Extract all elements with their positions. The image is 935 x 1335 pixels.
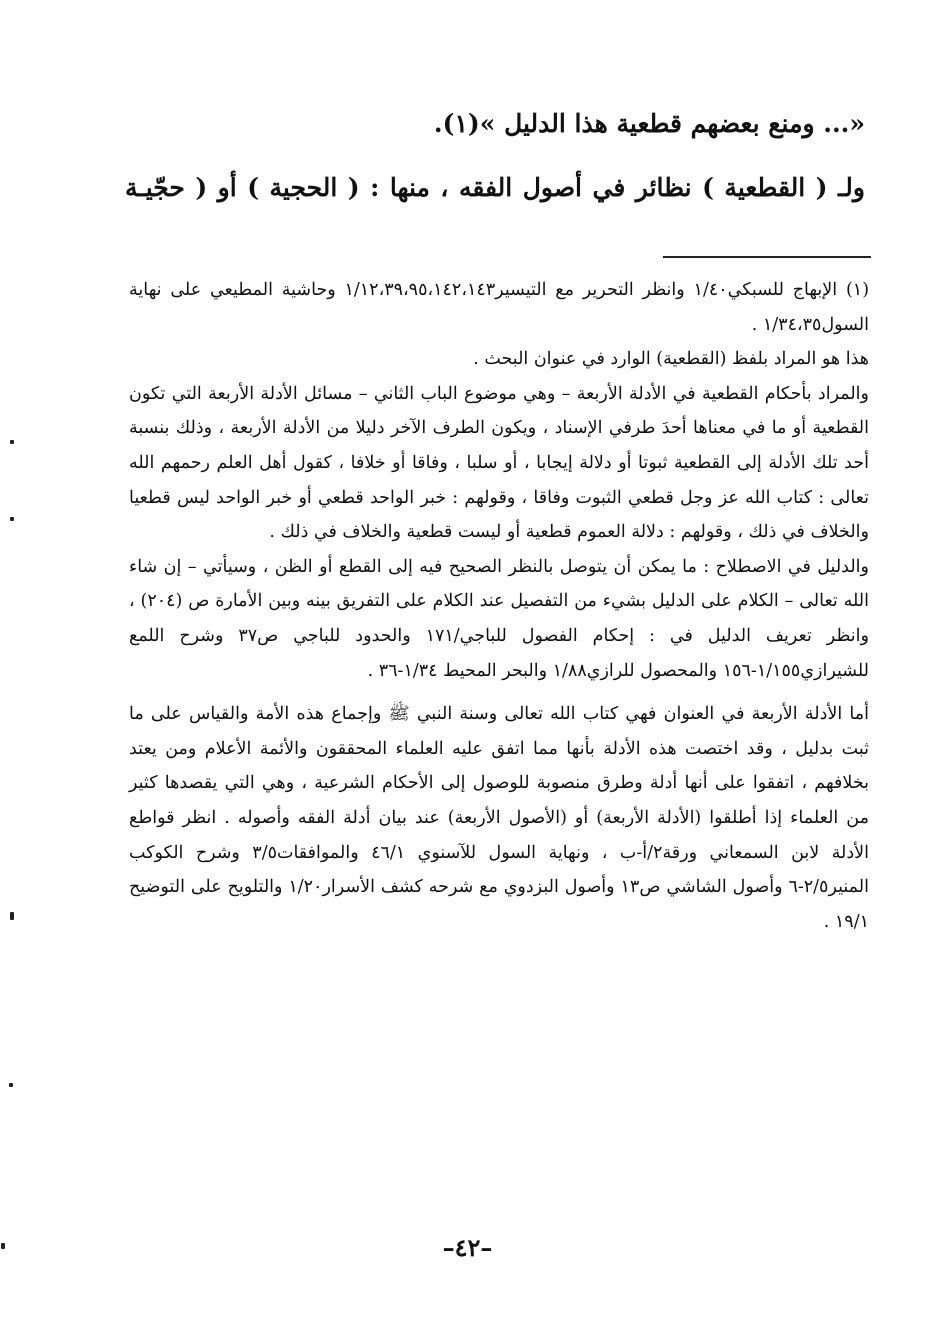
footnote-4: والدليل في الاصطلاح : ما يمكن أن يتوصل بالنظر الصحيح فيه إلى القطع أو الظن ، وسيأتي – إن شاء الله تعالى – الكلام على الدليل بشيء من التفصيل عند الكلام على التفريق بينه وبين الأمارة ص (٢٠٤) ، وانظر تعريف الدليل في : إحكام الفصول للباجي/١٧١ والحدود للباجي ص٣٧ وشرح اللمع للشيرازي١/١٥٥-١٥٦ والمحصول للرازي١/٨٨ والبحر المحيط ١/٣٤-٣٦ .	[129, 556, 869, 681]
scan-speck	[10, 912, 14, 920]
footnote-divider	[663, 256, 871, 258]
quote-line: «... ومنع بعضهم قطعية هذا الدليل »(١).	[433, 109, 865, 138]
scan-speck	[10, 517, 14, 521]
footnote-2: هذا هو المراد بلفظ (القطعية) الوارد في عنوان البحث .	[473, 349, 869, 370]
page-number: –٤٢–	[442, 1233, 493, 1262]
footnote-5: أما الأدلة الأربعة في العنوان فهي كتاب الله تعالى وسنة النبي ﷺ وإجماع هذه الأمة والقياس على ما ثبت بدليل ، وقد اختصت هذه الأدلة بأنها مما اتفق عليه العلماء المحققون والأئمة الأعلام ومن يعتد بخلافهم ، اتفقوا على أنها أدلة وطرق منصوبة للوصول إلى الأحكام الشرعية ، وهي التي يقصدها كثير من العلماء إذا أطلقوا (الأدلة الأربعة) أو (الأصول الأربعة) عند بيان أدلة الفقه وأصوله . انظر قواطع الأدلة لابن السمعاني ورقة٢/أ-ب ، ونهاية السول للآسنوي ٤٦/١ والموافقات٣/٥ وشرح الكوكب المنير٢/٥-٦ وأصول الشاشي ص١٣ وأصول البزدوي مع شرحه كشف الأسرار١/٢٠ والتلويح على التوضيح ١٩/١ .	[129, 704, 869, 932]
footnote-1: (١) الإبهاج للسبكي١/٤٠ وانظر التحرير مع التيسير١/١٢،٣٩،٩٥،١٤٢،١٤٣ وحاشية المطيعي على نهاية السول١/٣٤،٣٥ .	[129, 280, 870, 335]
footnote-3: والمراد بأحكام القطعية في الأدلة الأربعة – وهي موضوع الباب الثاني – مسائل الأدلة الأربعة التي تكون القطعية أو ما في معناها أحدَ طرفي الإسناد ، ويكون الطرف الآخر دليلا من الأدلة الأربعة ، وذلك بنسبة أحد تلك الأدلة إلى القطعية ثبوتا أو دلالة إيجابا ، أو سلبا ، وفاقا أو خلافا ، كقول أهل العلم رحمهم الله تعالى : كتاب الله عز وجل قطعي الثبوت وفاقا ، وقولهم : خبر الواحد قطعي أو خبر الواحد ليس قطعيا والخلاف في ذلك ، وقولهم : دلالة العموم قطعية أو ليست قطعية والخلاف في ذلك .	[129, 383, 870, 543]
scan-speck	[9, 1083, 13, 1087]
scan-speck	[1, 1243, 5, 1249]
footnotes	[129, 273, 869, 939]
scan-speck	[10, 440, 14, 444]
intro-line: ولـ ( القطعية ) نظائر في أصول الفقه ، منها : ( الحجية ) أو ( حجّيـة	[125, 173, 865, 202]
